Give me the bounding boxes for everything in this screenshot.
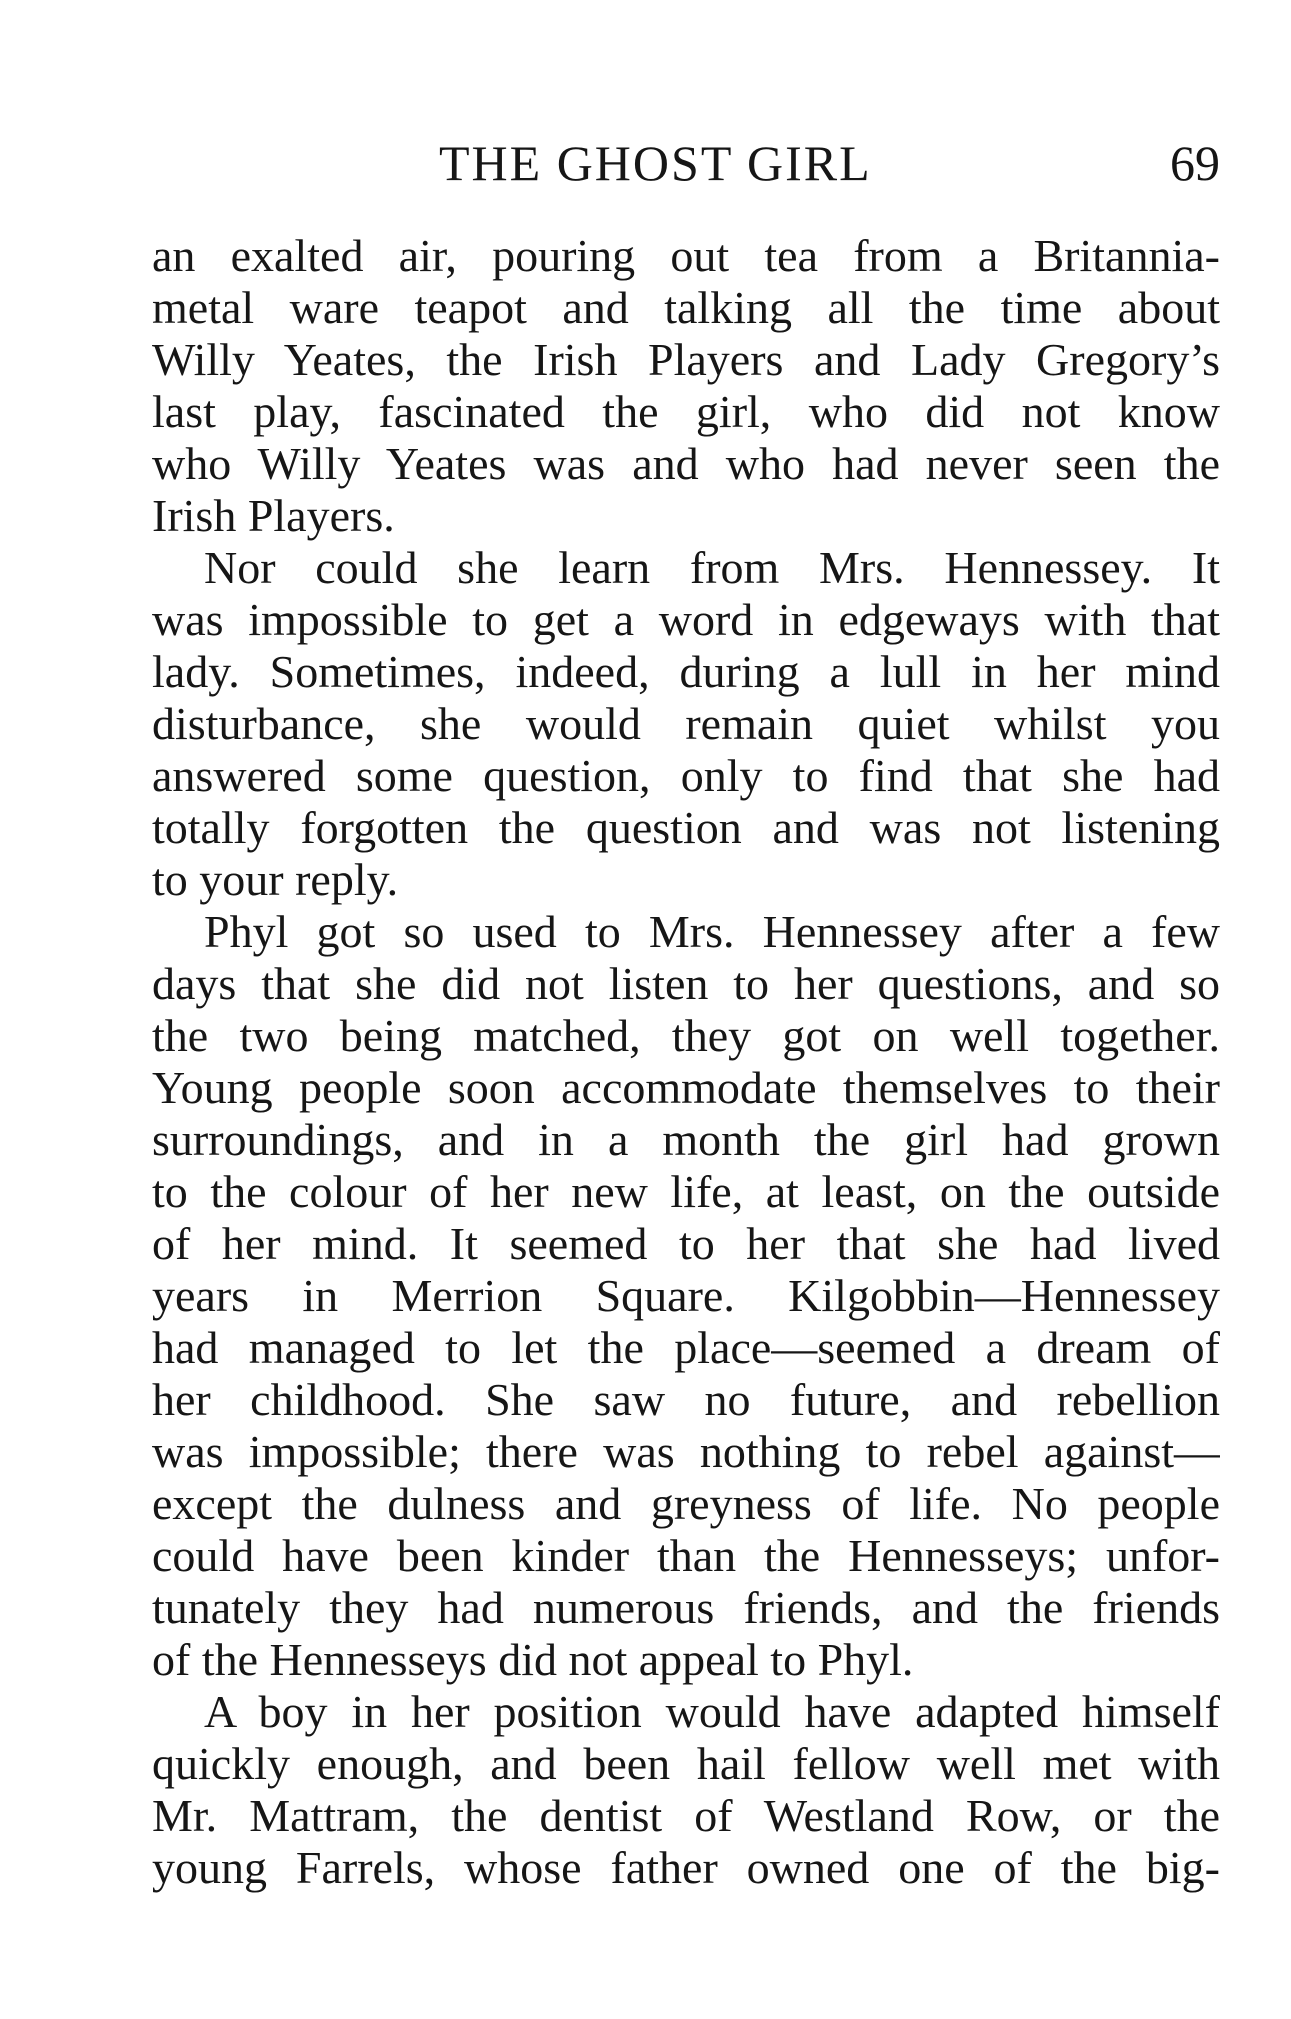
text-line: Mr. Mattram, the dentist of Westland Row, or the — [152, 1790, 1220, 1841]
page-number: 69 — [1170, 135, 1220, 191]
text-line: lady. Sometimes, indeed, during a lull in her mind — [152, 646, 1220, 697]
text-line: the two being matched, they got on well together. — [152, 1010, 1220, 1061]
text-line: disturbance, she would remain quiet whilst you — [152, 698, 1220, 749]
text-line: last play, fascinated the girl, who did not know — [152, 386, 1220, 437]
text-line: was impossible; there was nothing to rebel against— — [152, 1426, 1220, 1477]
text-line: who Willy Yeates was and who had never seen the — [152, 438, 1220, 489]
text-line: A boy in her position would have adapted himself — [204, 1686, 1220, 1737]
text-line: Nor could she learn from Mrs. Hennessey. It — [204, 542, 1220, 593]
running-head — [152, 128, 1220, 198]
running-title: THE GHOST GIRL — [439, 135, 872, 191]
body-text — [152, 230, 1220, 1894]
text-line: could have been kinder than the Hennesseys; unfor- — [152, 1530, 1220, 1581]
text-line: tunately they had numerous friends, and the friends — [152, 1582, 1220, 1633]
text-line: to your reply. — [152, 854, 399, 905]
paragraph — [152, 542, 1220, 906]
paragraph — [152, 906, 1220, 1686]
text-line: Willy Yeates, the Irish Players and Lady Gregory’s — [152, 334, 1220, 385]
text-line: to the colour of her new life, at least, on the outside — [152, 1166, 1220, 1217]
text-line: of the Hennesseys did not appeal to Phyl. — [152, 1634, 914, 1685]
text-line: had managed to let the place—seemed a dream of — [152, 1322, 1220, 1373]
text-line: except the dulness and greyness of life. No people — [152, 1478, 1220, 1529]
text-line: metal ware teapot and talking all the time about — [152, 282, 1220, 333]
text-line: answered some question, only to find that she had — [152, 750, 1220, 801]
text-line: was impossible to get a word in edgeways with that — [152, 594, 1220, 645]
text-line: surroundings, and in a month the girl had grown — [152, 1114, 1220, 1165]
text-line: an exalted air, pouring out tea from a Britannia- — [152, 230, 1220, 281]
paragraph — [152, 1686, 1220, 1894]
text-line: quickly enough, and been hail fellow well met with — [152, 1738, 1220, 1789]
text-line: her childhood. She saw no future, and rebellion — [152, 1374, 1220, 1425]
text-line: days that she did not listen to her questions, and so — [152, 958, 1220, 1009]
paragraph — [152, 230, 1220, 542]
text-line: Irish Players. — [152, 490, 395, 541]
text-line: young Farrels, whose father owned one of the big- — [152, 1842, 1220, 1893]
text-line: of her mind. It seemed to her that she had lived — [152, 1218, 1220, 1269]
text-line: Phyl got so used to Mrs. Hennessey after a few — [204, 906, 1220, 957]
text-line: Young people soon accommodate themselves to their — [152, 1062, 1220, 1113]
text-line: years in Merrion Square. Kilgobbin—Hennessey — [152, 1270, 1220, 1321]
text-line: totally forgotten the question and was not listening — [152, 802, 1220, 853]
